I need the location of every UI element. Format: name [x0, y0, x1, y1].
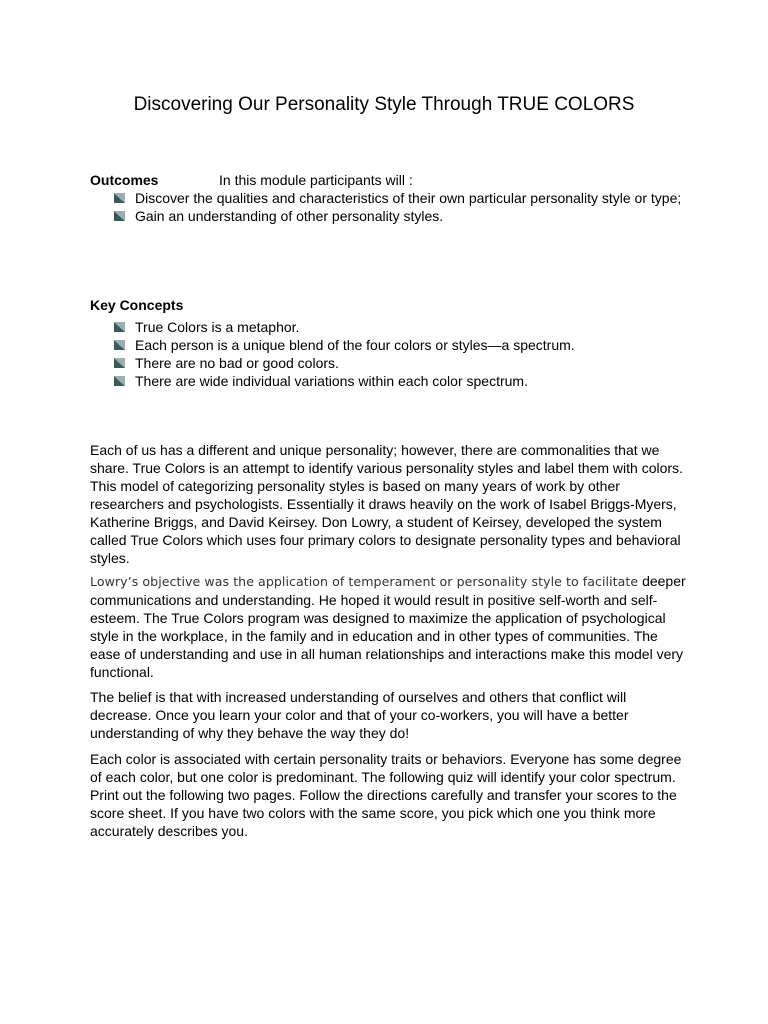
key-concepts-list: [114, 318, 684, 390]
concept-text: There are no bad or good colors.: [135, 355, 339, 371]
triangle-bullet-icon: [114, 340, 125, 350]
triangle-bullet-icon: [114, 193, 125, 203]
list-item: [114, 318, 684, 336]
triangle-bullet-icon: [114, 376, 125, 386]
body-paragraph-4: Each color is associated with certain personality traits or behaviors. Everyone has some degree of each color, but one color is predominant. The following quiz will identify your color spectrum. Print out the following two pages. Follow the directions carefully and transfer your scores to the score sheet. If you have two colors with the same score, you pick which one you think more accurately describes you.: [90, 751, 682, 839]
list-item: [114, 207, 684, 225]
concept-text: True Colors is a metaphor.: [135, 319, 300, 335]
triangle-bullet-icon: [114, 358, 125, 368]
outcome-text: Gain an understanding of other personality styles.: [135, 208, 444, 224]
concept-text: Each person is a unique blend of the four colors or styles—a spectrum.: [135, 337, 575, 353]
concept-text: There are wide individual variations within each color spectrum.: [135, 373, 528, 389]
body-paragraph-3: The belief is that with increased understanding of ourselves and others that conflict will decrease. Once you learn your color and that of your co-workers, you will have a better understanding of why they behave the way they do!: [90, 689, 629, 741]
triangle-bullet-icon: [114, 211, 125, 221]
body-paragraph-1: Each of us has a different and unique personality; however, there are commonalities that we share. True Colors is an attempt to identify various personality styles and label them with colors. This model of categorizing personality styles is based on many years of work by other researchers and psychologists. Essentially it draws heavily on the work of Isabel Briggs-Myers, Katherine Briggs, and David Keirsey. Don Lowry, a student of Keirsey, developed the system called True Colors which uses four primary colors to designate personality types and behavioral styles.: [90, 442, 683, 566]
page-title: Discovering Our Personality Style Through TRUE COLORS: [133, 94, 635, 115]
triangle-bullet-icon: [114, 322, 125, 332]
list-item: [114, 336, 684, 354]
list-item: [114, 189, 684, 207]
key-concepts-label: Key Concepts: [90, 297, 184, 313]
list-item: [114, 372, 684, 390]
paragraph-rest: deeper communications and understanding. He hoped it would result in positive self-worth and self-esteem. The True Colors program was designed to maximize the application of psychological style in the workplace, in the family and in education and in other types of communities. The ease of understanding and use in all human relationships and interactions make this model very functional.: [90, 573, 686, 680]
body-paragraph-2: [90, 572, 686, 681]
outcomes-label: Outcomes: [90, 172, 159, 188]
outcomes-list: [114, 189, 684, 225]
paragraph-lead-line: Lowry’s objective was the application of temperament or personality style to facilitate: [90, 574, 639, 589]
outcome-text: Discover the qualities and characteristics of their own particular personality style or type;: [135, 190, 682, 206]
list-item: [114, 354, 684, 372]
outcomes-intro: In this module participants will :: [219, 172, 413, 188]
